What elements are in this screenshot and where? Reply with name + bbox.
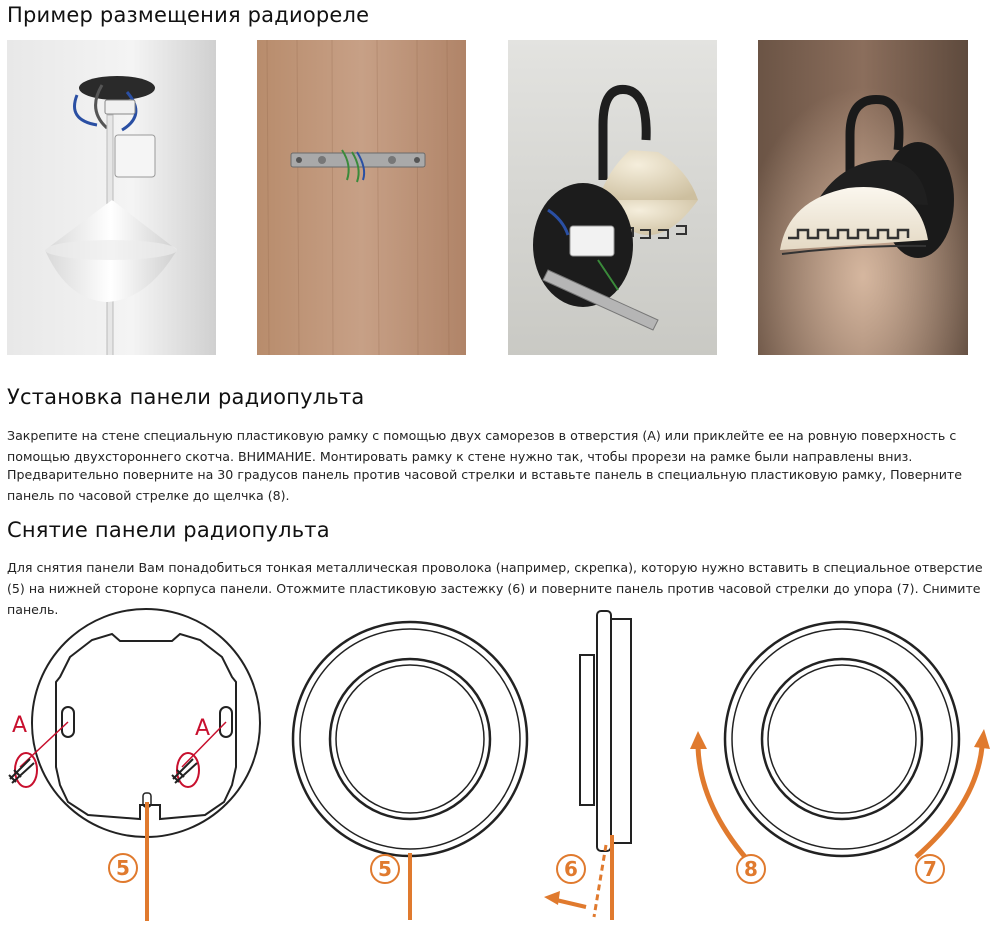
photo-wall-bracket <box>257 40 466 355</box>
install-text-1: Закрепите на стене специальную пластиковую рамку с помощью двух саморезов в отверстия (А) или приклейте ее на ровную поверхность с помощью двухстороннего скотча. ВНИМАНИЕ. Монтировать рамку к стене нужно так, чтобы прорези на рамке были направлены вниз. <box>7 428 957 464</box>
hole-a-right-label: A <box>195 716 211 741</box>
install-title: Установка панели радиопульта <box>7 385 365 409</box>
panel-rotation-diagram <box>680 607 990 928</box>
step-6-label: 6 <box>564 857 578 881</box>
step-5-panel-label: 5 <box>378 857 392 881</box>
removal-text: Для снятия панели Вам понадобиться тонкая металлическая проволока (например, скрепка), которую нужно вставить в специальное отверстие (5) на нижней стороне корпуса панели. Отожмите пластиковую застежку (6) и поверните панель против часовой стрелки до упора (7). Снимите панель. <box>7 560 983 617</box>
step-8-label: 8 <box>744 857 758 881</box>
step-5-frame-label: 5 <box>116 856 130 880</box>
step-7-label: 7 <box>923 857 937 881</box>
removal-title: Снятие панели радиопульта <box>7 518 330 542</box>
hole-a-left-label: A <box>12 713 28 738</box>
photo-pendant-lamp <box>7 40 216 355</box>
photo-assembled-sconce <box>758 40 968 355</box>
frame-diagram <box>0 607 270 928</box>
photo-sconce-with-relay <box>508 40 717 355</box>
panel-side-diagram <box>540 607 670 928</box>
panel-front-diagram <box>285 607 535 928</box>
install-text-2: Предварительно поверните на 30 градусов панель против часовой стрелки и вставьте панель в специальную пластиковую рамку, Поверните панель по часовой стрелке до щелчка (8). <box>7 467 962 503</box>
placement-title: Пример размещения радиореле <box>7 3 370 27</box>
